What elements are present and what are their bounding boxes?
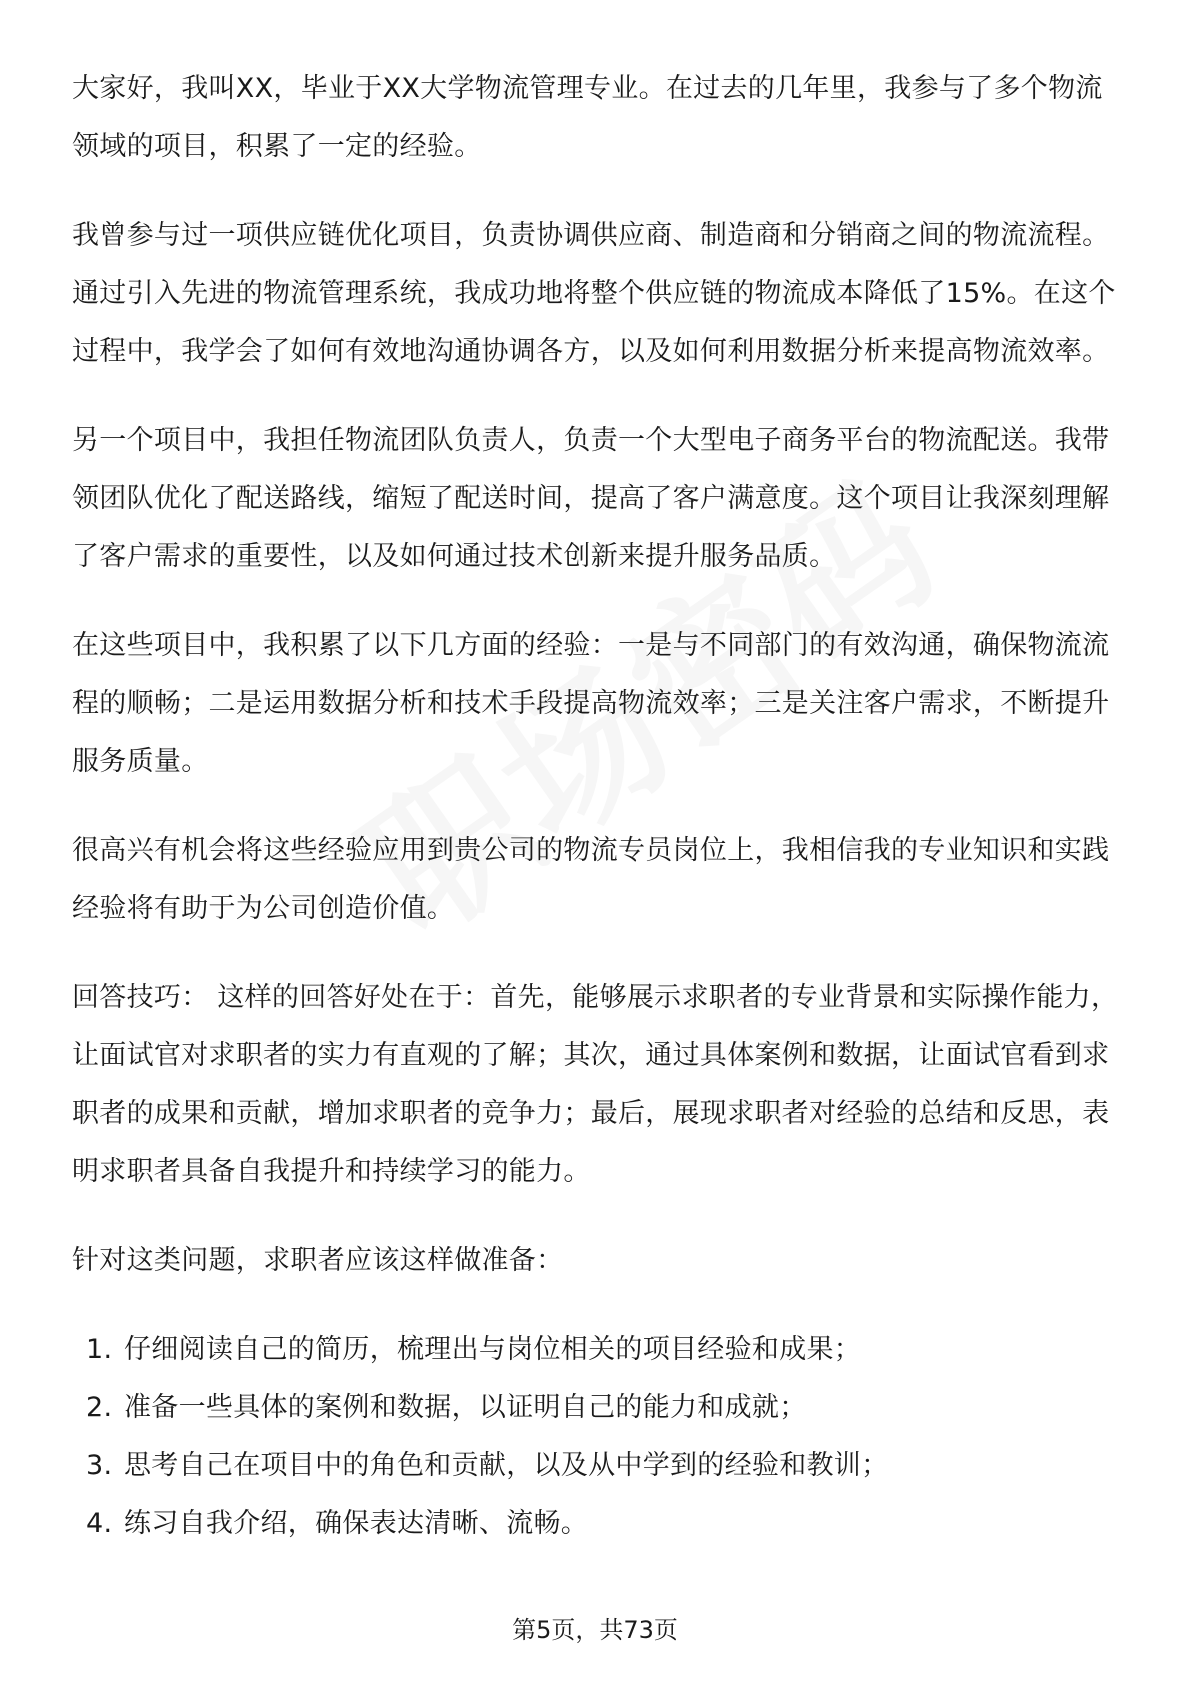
list-item (72, 1321, 1122, 1379)
list-item-text: 仔细阅读自己的简历，梳理出与岗位相关的项目经验和成果； (124, 1334, 862, 1365)
list-item-number: 4. (86, 1508, 113, 1539)
list-item-text: 准备一些具体的案例和数据，以证明自己的能力和成就； (124, 1392, 807, 1423)
paragraph-intro: 大家好，我叫XX，毕业于XX大学物流管理专业。在过去的几年里，我参与了多个物流领域的项目，积累了一定的经验。 (72, 73, 1103, 162)
list-item-number: 2. (86, 1392, 113, 1423)
list-item-number: 1. (86, 1334, 113, 1365)
page-number-footer: 第5页，共73页 (512, 1616, 678, 1644)
list-item (72, 1437, 1122, 1495)
paragraph-closing: 很高兴有机会将这些经验应用到贵公司的物流专员岗位上，我相信我的专业知识和实践经验将有助于为公司创造价值。 (72, 835, 1110, 924)
list-item (72, 1495, 1122, 1553)
list-item-number: 3. (86, 1450, 113, 1481)
preparation-list (72, 1321, 1122, 1553)
paragraph-ecommerce-project: 另一个项目中，我担任物流团队负责人，负责一个大型电子商务平台的物流配送。我带领团队优化了配送路线，缩短了配送时间，提高了客户满意度。这个项目让我深刻理解了客户需求的重要性，以及如何通过技术创新来提升服务品质。 (72, 425, 1110, 572)
paragraph-supply-chain-project: 我曾参与过一项供应链优化项目，负责协调供应商、制造商和分销商之间的物流流程。通过引入先进的物流管理系统，我成功地将整个供应链的物流成本降低了15%。在这个过程中，我学会了如何有效地沟通协调各方，以及如何利用数据分析来提高物流效率。 (72, 220, 1116, 367)
list-item-text: 练习自我介绍，确保表达清晰、流畅。 (124, 1508, 589, 1539)
paragraph-preparation-intro: 针对这类问题，求职者应该这样做准备： (72, 1245, 564, 1276)
list-item-text: 思考自己在项目中的角色和贡献，以及从中学到的经验和教训； (124, 1450, 889, 1481)
paragraph-experience-summary: 在这些项目中，我积累了以下几方面的经验：一是与不同部门的有效沟通，确保物流流程的顺畅；二是运用数据分析和技术手段提高物流效率；三是关注客户需求，不断提升服务质量。 (72, 630, 1110, 777)
paragraph-answer-tips: 回答技巧： 这样的回答好处在于：首先，能够展示求职者的专业背景和实际操作能力，让面试官对求职者的实力有直观的了解；其次，通过具体案例和数据，让面试官看到求职者的成果和贡献，增加求职者的竞争力；最后，展现求职者对经验的总结和反思，表明求职者具备自我提升和持续学习的能力。 (72, 982, 1119, 1187)
document-body (72, 60, 1122, 1553)
list-item (72, 1379, 1122, 1437)
